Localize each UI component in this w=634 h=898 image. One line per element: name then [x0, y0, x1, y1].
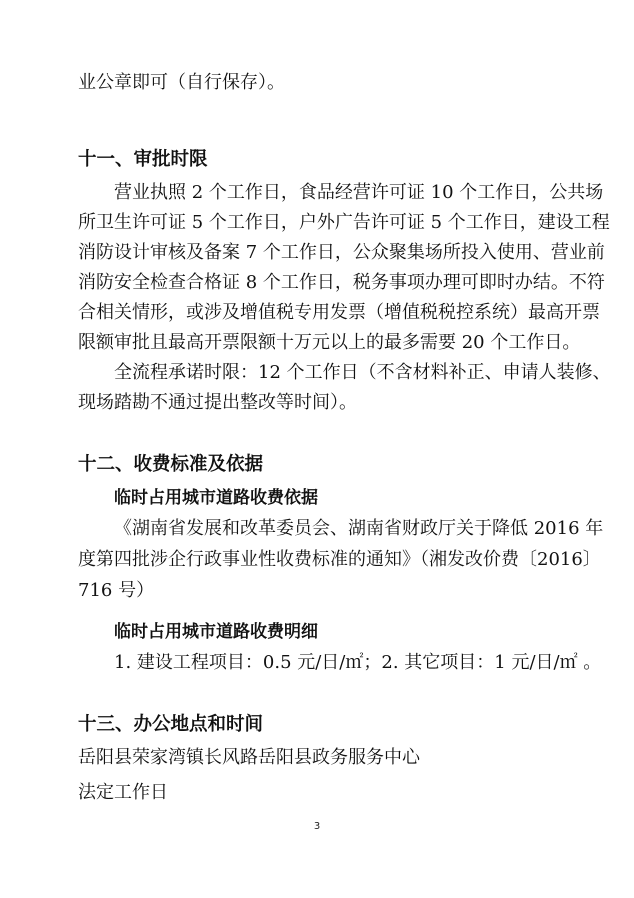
section-heading-fee-standard: 十二、收费标准及依据 — [78, 454, 264, 475]
body-text-line: 法定工作日 — [78, 782, 168, 803]
body-text-line: 《湖南省发展和改革委员会、湖南省财政厅关于降低 2016 年 — [114, 518, 604, 539]
body-text-line: 限额审批且最高开票限额十万元以上的最多需要 20 个工作日。 — [78, 332, 581, 353]
body-text-line: 所卫生许可证 5 个工作日，户外广告许可证 5 个工作日，建设工程 — [78, 212, 610, 233]
body-text-line: 合相关情形，或涉及增值税专用发票（增值税税控系统）最高开票 — [78, 302, 600, 323]
section-heading-approval-time-limit: 十一、审批时限 — [78, 149, 208, 170]
page-number: 3 — [313, 821, 321, 832]
body-text-line: 岳阳县荣家湾镇长风路岳阳县政务服务中心 — [78, 747, 420, 768]
body-text-line: 现场踏勘不通过提出整改等时间）。 — [78, 392, 357, 413]
body-text-line: 716 号） — [78, 580, 155, 601]
body-text-line: 业公章即可（自行保存）。 — [78, 72, 285, 93]
subheading-fee-basis: 临时占用城市道路收费依据 — [114, 488, 318, 508]
body-text-line: 1. 建设工程项目：0.5 元/日/㎡；2. 其它项目：1 元/日/㎡ 。 — [114, 652, 602, 673]
section-heading-office-location-time: 十三、办公地点和时间 — [78, 714, 264, 735]
body-text-line: 消防设计审核及备案 7 个工作日，公众聚集场所投入使用、营业前 — [78, 242, 605, 263]
body-text-line: 营业执照 2 个工作日，食品经营许可证 10 个工作日，公共场 — [114, 182, 604, 203]
body-text-line: 消防安全检查合格证 8 个工作日，税务事项办理可即时办结。不符 — [78, 272, 605, 293]
subheading-fee-details: 临时占用城市道路收费明细 — [114, 622, 318, 642]
body-text-line: 度第四批涉企行政事业性收费标准的通知》（湘发改价费〔2016〕 — [78, 549, 601, 570]
body-text-line: 全流程承诺时限：12 个工作日（不含材料补正、申请人装修、 — [114, 362, 611, 383]
